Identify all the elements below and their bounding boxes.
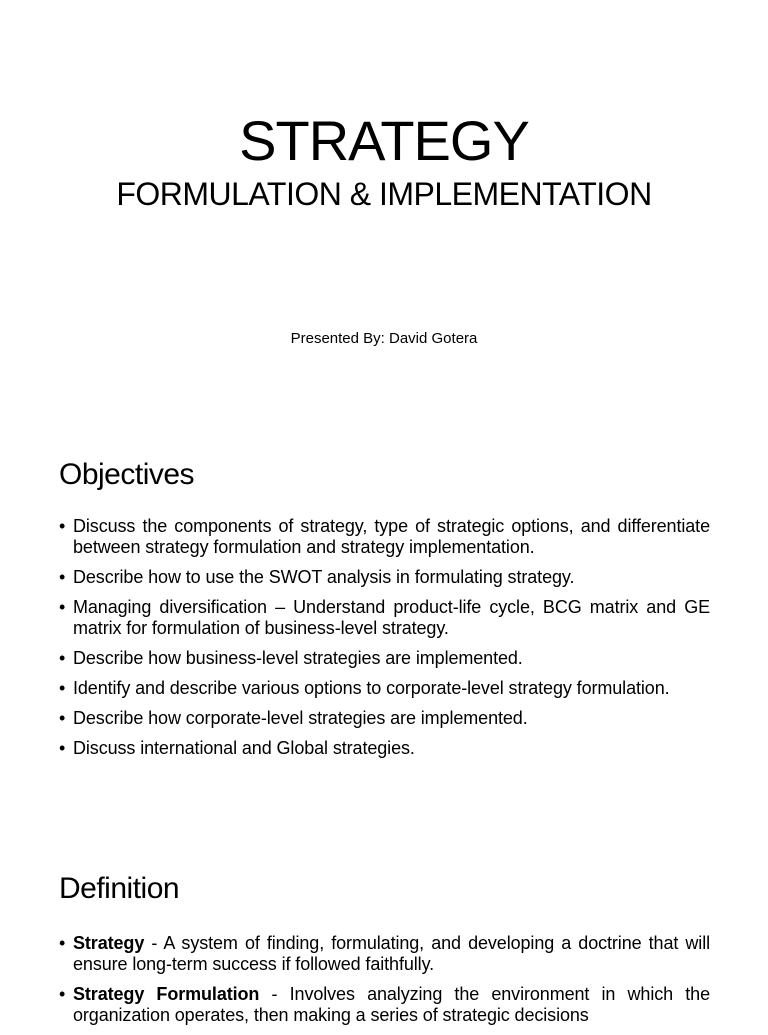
list-item: • Discuss the components of strategy, type of strategic options, and differentiate between strategy formulation and strategy implementation.	[59, 516, 710, 557]
term: Strategy	[73, 933, 145, 953]
term: Strategy Formulation	[73, 984, 260, 1004]
list-item: • Strategy - A system of finding, formulating, and developing a doctrine that will ensure long-term success if followed faithfully.	[59, 933, 710, 974]
list-item: • Managing diversification – Understand product-life cycle, BCG matrix and GE matrix for formulation of business-level strategy.	[59, 597, 710, 638]
list-item: • Strategy Formulation - Involves analyzing the environment in which the organization operates, then making a series of strategic decisions	[59, 984, 710, 1025]
presentation-title: STRATEGY	[239, 109, 529, 172]
objectives-heading: Objectives	[59, 458, 195, 491]
definition-heading: Definition	[59, 872, 180, 905]
presenter-line: Presented By: David Gotera	[290, 330, 478, 347]
title-slide	[0, 0, 768, 420]
list-item: • Describe how business-level strategies are implemented.	[59, 648, 523, 668]
list-item: • Identify and describe various options to corporate-level strategy formulation.	[59, 678, 670, 698]
list-item: • Describe how to use the SWOT analysis in formulating strategy.	[59, 567, 575, 587]
objectives-list	[59, 516, 710, 768]
definition-list	[59, 933, 710, 1035]
list-item: • Describe how corporate-level strategies are implemented.	[59, 708, 528, 728]
presentation-subtitle: FORMULATION & IMPLEMENTATION	[116, 176, 652, 212]
list-item: • Discuss international and Global strategies.	[59, 738, 415, 758]
